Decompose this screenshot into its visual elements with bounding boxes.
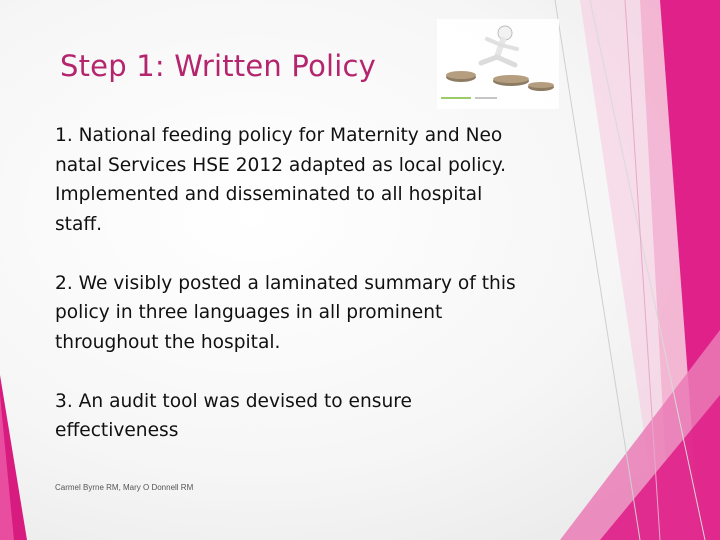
slide-body bbox=[55, 121, 530, 475]
slide-title: Step 1: Written Policy bbox=[60, 49, 377, 83]
slide-footer-authors: Carmel Byrne RM, Mary O Donnell RM bbox=[55, 483, 194, 492]
figure-jumping-stepping-stones-icon bbox=[437, 19, 559, 109]
policy-point-3: 3. An audit tool was devised to ensure effectiveness bbox=[55, 390, 412, 441]
policy-point-1: 1. National feeding policy for Maternity and Neo natal Services HSE 2012 adapted as local policy. Implemented and disseminated to all hospital staff. bbox=[55, 125, 506, 235]
policy-point-2: 2. We visibly posted a laminated summary of this policy in three languages in all prominent throughout the hospital. bbox=[55, 272, 516, 353]
